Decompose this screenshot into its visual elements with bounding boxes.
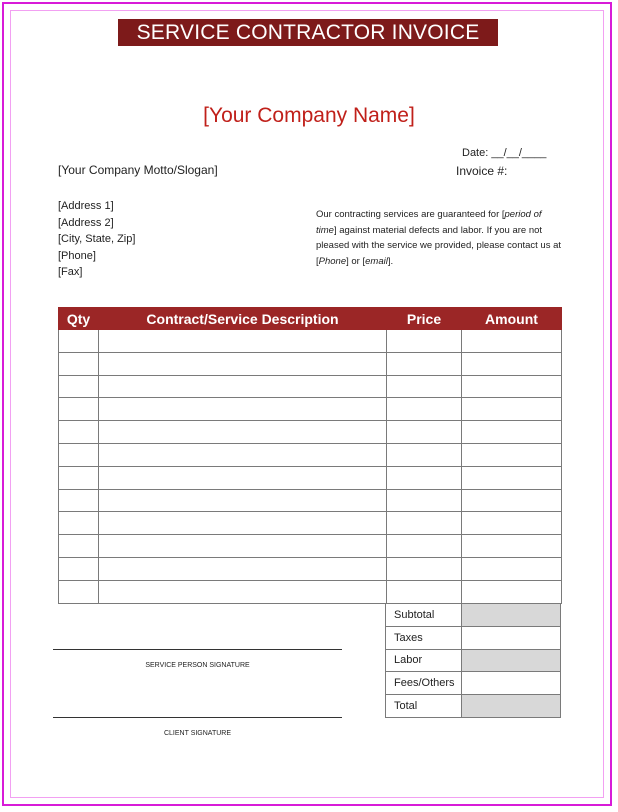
amount-cell[interactable]	[462, 489, 562, 512]
totals-body	[386, 604, 561, 718]
guarantee-part-4: ].	[387, 255, 394, 267]
amount-cell[interactable]	[462, 512, 562, 535]
address-line-2[interactable]: [Address 2]	[58, 216, 114, 229]
column-header-qty: Qty	[59, 308, 99, 330]
qty-cell[interactable]	[59, 512, 99, 535]
totals-table	[385, 603, 561, 718]
amount-cell[interactable]	[462, 352, 562, 375]
table-row	[59, 512, 562, 535]
amount-cell[interactable]	[462, 466, 562, 489]
amount-cell[interactable]	[462, 421, 562, 444]
guarantee-part-3: ] or [	[346, 255, 366, 267]
table-row	[59, 580, 562, 603]
qty-cell[interactable]	[59, 330, 99, 353]
client-signature-line[interactable]	[53, 717, 342, 718]
service-signature-line[interactable]	[53, 649, 342, 650]
totals-label: Total	[386, 695, 462, 718]
description-cell[interactable]	[99, 398, 387, 421]
price-cell[interactable]	[387, 352, 462, 375]
description-cell[interactable]	[99, 557, 387, 580]
price-cell[interactable]	[387, 557, 462, 580]
guarantee-part-1: Our contracting services are guaranteed for [	[316, 209, 505, 220]
totals-value-cell[interactable]	[462, 695, 561, 718]
description-cell[interactable]	[99, 330, 387, 353]
price-cell[interactable]	[387, 535, 462, 558]
company-name[interactable]: [Your Company Name]	[203, 104, 415, 127]
description-cell[interactable]	[99, 443, 387, 466]
price-cell[interactable]	[387, 330, 462, 353]
totals-value-cell[interactable]	[462, 649, 561, 672]
amount-cell[interactable]	[462, 398, 562, 421]
table-row	[59, 443, 562, 466]
address-city-state-zip[interactable]: [City, State, Zip]	[58, 233, 136, 245]
amount-cell[interactable]	[462, 375, 562, 398]
table-row	[59, 398, 562, 421]
price-cell[interactable]	[387, 580, 462, 603]
totals-row	[386, 626, 561, 649]
table-header-row	[59, 308, 562, 330]
totals-row	[386, 604, 561, 627]
guarantee-phone[interactable]: Phone	[318, 255, 347, 267]
totals-label: Fees/Others	[386, 672, 462, 695]
service-signature-label: SERVICE PERSON SIGNATURE	[145, 662, 250, 669]
qty-cell[interactable]	[59, 352, 99, 375]
amount-cell[interactable]	[462, 443, 562, 466]
price-cell[interactable]	[387, 421, 462, 444]
table-row	[59, 557, 562, 580]
address-fax[interactable]: [Fax]	[58, 266, 83, 278]
totals-row	[386, 695, 561, 718]
price-cell[interactable]	[387, 375, 462, 398]
table-row	[59, 466, 562, 489]
qty-cell[interactable]	[59, 375, 99, 398]
description-cell[interactable]	[99, 512, 387, 535]
amount-cell[interactable]	[462, 580, 562, 603]
qty-cell[interactable]	[59, 535, 99, 558]
address-block	[58, 198, 135, 281]
column-header-description: Contract/Service Description	[99, 308, 387, 330]
line-items-body	[59, 330, 562, 604]
totals-value-cell[interactable]	[462, 626, 561, 649]
qty-cell[interactable]	[59, 580, 99, 603]
totals-label: Labor	[386, 649, 462, 672]
amount-cell[interactable]	[462, 557, 562, 580]
qty-cell[interactable]	[59, 398, 99, 421]
description-cell[interactable]	[99, 466, 387, 489]
totals-value-cell[interactable]	[462, 672, 561, 695]
amount-cell[interactable]	[462, 535, 562, 558]
totals-value-cell[interactable]	[462, 604, 561, 627]
description-cell[interactable]	[99, 489, 387, 512]
totals-row	[386, 649, 561, 672]
description-cell[interactable]	[99, 352, 387, 375]
client-signature-label: CLIENT SIGNATURE	[163, 730, 232, 737]
amount-cell[interactable]	[462, 330, 562, 353]
price-cell[interactable]	[387, 443, 462, 466]
guarantee-text	[316, 207, 562, 269]
guarantee-email[interactable]: email	[365, 255, 388, 267]
price-cell[interactable]	[387, 512, 462, 535]
table-row	[59, 535, 562, 558]
guarantee-period[interactable]: period of time	[316, 209, 542, 236]
qty-cell[interactable]	[59, 489, 99, 512]
address-phone[interactable]: [Phone]	[58, 249, 96, 262]
description-cell[interactable]	[99, 580, 387, 603]
totals-row	[386, 672, 561, 695]
company-motto[interactable]: [Your Company Motto/Slogan]	[58, 163, 218, 177]
price-cell[interactable]	[387, 398, 462, 421]
description-cell[interactable]	[99, 375, 387, 398]
qty-cell[interactable]	[59, 443, 99, 466]
table-row	[59, 352, 562, 375]
table-row	[59, 375, 562, 398]
price-cell[interactable]	[387, 466, 462, 489]
column-header-amount: Amount	[462, 308, 562, 330]
table-row	[59, 421, 562, 444]
qty-cell[interactable]	[59, 557, 99, 580]
column-header-price: Price	[387, 308, 462, 330]
totals-label: Subtotal	[386, 604, 462, 627]
description-cell[interactable]	[99, 421, 387, 444]
table-row	[59, 489, 562, 512]
price-cell[interactable]	[387, 489, 462, 512]
table-row	[59, 330, 562, 353]
invoice-title: SERVICE CONTRACTOR INVOICE	[118, 19, 498, 46]
date-field[interactable]: Date: __/__/____	[462, 147, 547, 159]
line-items-table	[58, 307, 562, 604]
qty-cell[interactable]	[59, 421, 99, 444]
guarantee-part-2: ] against material defects and labor. If you are not pleased with the service we provided, please contact us at [	[316, 224, 562, 267]
invoice-number-field[interactable]: Invoice #:	[456, 164, 508, 178]
totals-label: Taxes	[386, 626, 462, 649]
qty-cell[interactable]	[59, 466, 99, 489]
address-line-1[interactable]: [Address 1]	[58, 200, 114, 212]
description-cell[interactable]	[99, 535, 387, 558]
